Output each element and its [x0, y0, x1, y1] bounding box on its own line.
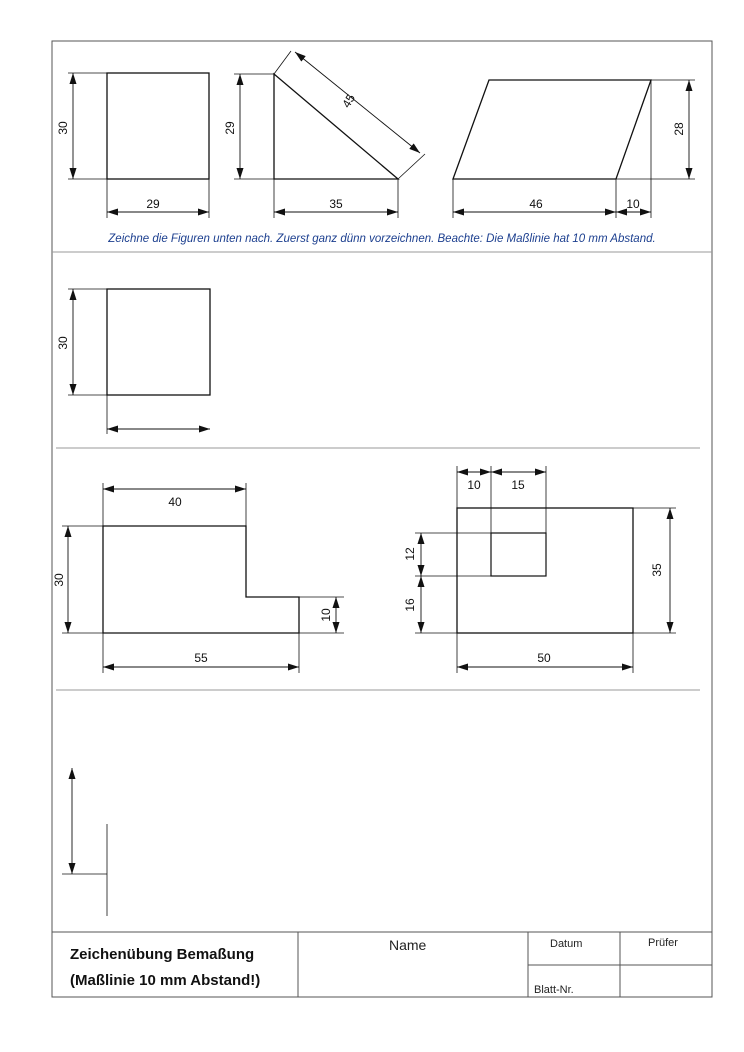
- name-label: Name: [389, 937, 427, 953]
- dim-window-width: 15: [511, 478, 525, 492]
- dim-step-small-height: 10: [319, 608, 333, 622]
- dim-window-left: 10: [467, 478, 481, 492]
- figure-triangle: [234, 51, 425, 218]
- dim-step-height: 30: [52, 573, 66, 587]
- checker-label: Prüfer: [648, 937, 678, 949]
- figure-square: [68, 73, 209, 218]
- sheet-number-label: Blatt-Nr.: [534, 984, 574, 996]
- date-label: Datum: [550, 938, 583, 950]
- dim-window-height: 35: [650, 563, 664, 577]
- dim-practice-height: 30: [56, 336, 70, 350]
- dim-window-total-width: 50: [537, 651, 551, 665]
- dim-window-upper: 12: [403, 547, 417, 561]
- sheet-border: [52, 41, 712, 997]
- practice-start-marks: [62, 768, 107, 916]
- dim-triangle-hypotenuse: 45: [339, 91, 359, 111]
- dim-parallelogram-base: 46: [529, 197, 543, 211]
- practice-square: [68, 289, 210, 434]
- dim-step-top-width: 40: [168, 495, 182, 509]
- dim-triangle-height: 29: [223, 121, 237, 135]
- figure-window-shape: [415, 466, 676, 673]
- title-line-1: Zeichenübung Bemaßung: [70, 946, 255, 963]
- dim-square-width: 29: [146, 197, 160, 211]
- dim-square-height: 30: [56, 121, 70, 135]
- dim-window-lower: 16: [403, 598, 417, 612]
- dim-parallelogram-height: 28: [672, 122, 686, 136]
- dim-step-total-width: 55: [194, 651, 208, 665]
- instruction-text: Zeichne die Figuren unten nach. Zuerst ganz dünn vorzeichnen. Beachte: Die Maßlinie hat 10 mm Abstand.: [108, 233, 656, 245]
- figure-parallelogram: [453, 80, 695, 218]
- title-line-2: (Maßlinie 10 mm Abstand!): [70, 972, 261, 989]
- figure-step-shape: [62, 483, 344, 673]
- dim-triangle-base: 35: [329, 197, 343, 211]
- dim-parallelogram-offset: 10: [626, 197, 640, 211]
